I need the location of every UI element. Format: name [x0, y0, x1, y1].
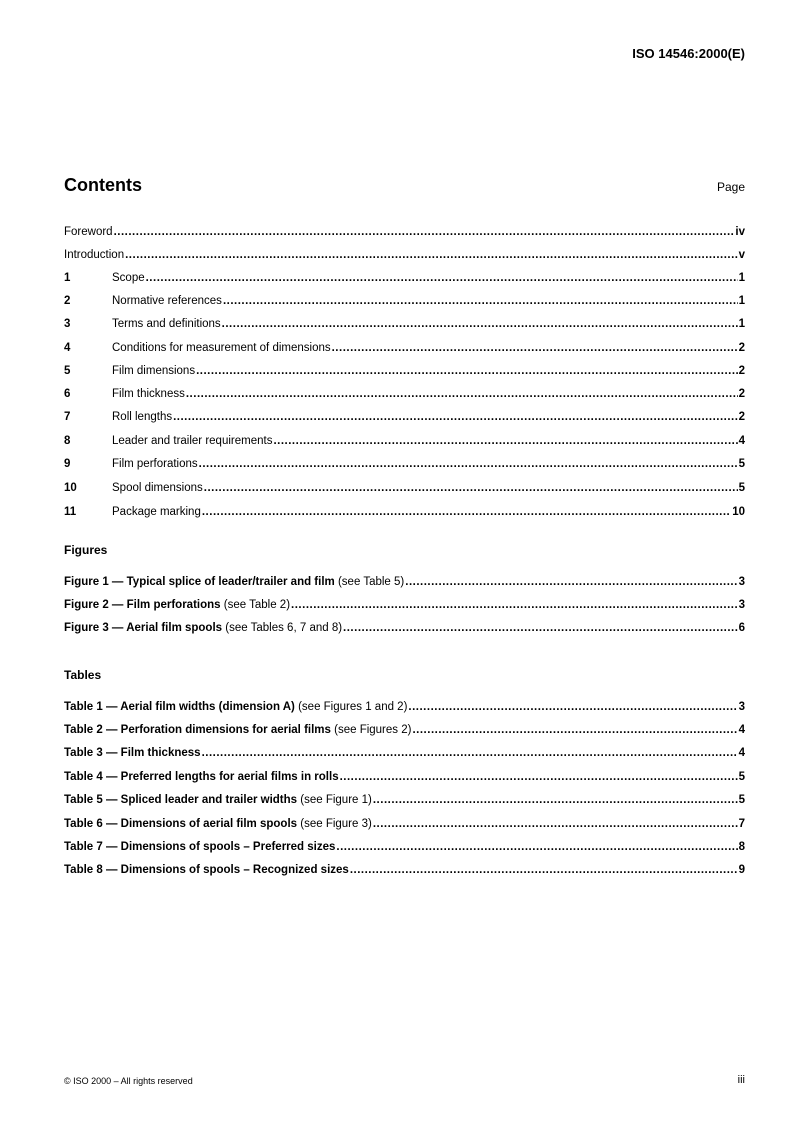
table-title: Table 2 — Perforation dimensions for aerial films: [64, 724, 331, 736]
toc-title: Scope: [112, 272, 145, 284]
page-column-label: Page: [716, 180, 745, 194]
figure-page: 6: [738, 622, 745, 634]
dot-leader: [291, 597, 738, 613]
table-title: Table 3 — Film thickness: [64, 747, 201, 759]
toc-entry-leader-and-trailer[interactable]: [64, 433, 745, 449]
dot-leader: [202, 745, 738, 761]
toc-entry-introduction[interactable]: [64, 247, 745, 263]
toc-entry-film-dimensions[interactable]: [64, 363, 745, 379]
table-page: 5: [738, 771, 745, 783]
table-ref: (see Figures 2): [334, 724, 412, 736]
table-title: Table 4 — Preferred lengths for aerial films in rolls: [64, 771, 339, 783]
toc-page: 1: [738, 318, 745, 330]
toc-entry-spool-dimensions[interactable]: [64, 480, 745, 496]
table-entry-7[interactable]: [64, 839, 745, 855]
toc-entry-scope[interactable]: [64, 270, 745, 286]
dot-leader: [222, 316, 738, 332]
table-entry-2[interactable]: [64, 722, 745, 738]
figure-ref: (see Table 2): [223, 599, 291, 611]
toc-title: Spool dimensions: [112, 482, 203, 494]
figure-page: 3: [738, 576, 745, 588]
dot-leader: [405, 574, 737, 590]
dot-leader: [373, 816, 738, 832]
toc-entry-foreword[interactable]: [64, 224, 745, 240]
toc-entry-film-perforations[interactable]: [64, 456, 745, 472]
figure-entry-2[interactable]: [64, 597, 745, 613]
dot-leader: [412, 722, 737, 738]
toc-entry-terms-and-definitions[interactable]: [64, 316, 745, 332]
table-entry-8[interactable]: [64, 862, 745, 878]
dot-leader: [332, 340, 738, 356]
table-title: Table 6 — Dimensions of aerial film spools: [64, 818, 298, 830]
toc-page: 2: [738, 388, 745, 400]
toc-title: Introduction: [64, 249, 125, 261]
document-id: ISO 14546:2000(E): [632, 46, 745, 61]
table-title: Table 7 — Dimensions of spools – Preferred sizes: [64, 841, 336, 853]
toc-number: 11: [64, 506, 77, 518]
toc-page: v: [738, 249, 745, 261]
toc-page: 2: [738, 342, 745, 354]
toc-title: Leader and trailer requirements: [112, 435, 273, 447]
toc-title: Roll lengths: [112, 411, 173, 423]
figure-ref: (see Table 5): [337, 576, 405, 588]
table-entry-6[interactable]: [64, 816, 745, 832]
toc-title: Conditions for measurement of dimensions: [112, 342, 331, 354]
toc-number: 5: [64, 365, 71, 377]
table-page: 4: [738, 747, 745, 759]
table-entry-4[interactable]: [64, 769, 745, 785]
dot-leader: [340, 769, 738, 785]
dot-leader: [204, 480, 738, 496]
toc-title: Normative references: [112, 295, 222, 307]
toc-entry-normative-references[interactable]: [64, 293, 745, 309]
toc-entry-roll-lengths[interactable]: [64, 409, 745, 425]
toc-number: 6: [64, 388, 71, 400]
table-ref: (see Figure 3): [300, 818, 372, 830]
table-entry-3[interactable]: [64, 745, 745, 761]
dot-leader: [146, 270, 738, 286]
figure-entry-3[interactable]: [64, 620, 745, 636]
table-title: Table 8 — Dimensions of spools – Recognized sizes: [64, 864, 349, 876]
table-ref: (see Figures 1 and 2): [298, 701, 408, 713]
tables-heading: Tables: [64, 668, 102, 682]
toc-number: 1: [64, 272, 71, 284]
toc-page: 2: [738, 365, 745, 377]
dot-leader: [336, 839, 737, 855]
table-title: Table 1 — Aerial film widths (dimension A): [64, 701, 295, 713]
table-page: 8: [738, 841, 745, 853]
toc-entry-package-marking[interactable]: [64, 504, 745, 520]
toc-number: 9: [64, 458, 71, 470]
toc-number: 8: [64, 435, 71, 447]
dot-leader: [202, 504, 731, 520]
dot-leader: [350, 862, 738, 878]
table-entry-1[interactable]: [64, 699, 745, 715]
dot-leader: [343, 620, 738, 636]
toc-page: 5: [738, 458, 745, 470]
figure-title: Figure 2 — Film perforations: [64, 599, 221, 611]
table-page: 7: [738, 818, 745, 830]
copyright-notice: © ISO 2000 – All rights reserved: [64, 1076, 193, 1086]
table-page: 9: [738, 864, 745, 876]
toc-title: Package marking: [112, 506, 201, 518]
toc-page: 1: [738, 272, 745, 284]
toc-title: Foreword: [64, 226, 113, 238]
toc-entry-film-thickness[interactable]: [64, 386, 745, 402]
page-number: iii: [737, 1074, 745, 1086]
figure-entry-1[interactable]: [64, 574, 745, 590]
toc-number: 4: [64, 342, 71, 354]
toc-page: 4: [738, 435, 745, 447]
toc-title: Film dimensions: [112, 365, 196, 377]
toc-page: 5: [738, 482, 745, 494]
toc-number: 10: [64, 482, 77, 494]
dot-leader: [114, 224, 735, 240]
dot-leader: [223, 293, 738, 309]
toc-page: 1: [738, 295, 745, 307]
dot-leader: [186, 386, 738, 402]
toc-title: Film thickness: [112, 388, 185, 400]
table-page: 3: [738, 701, 745, 713]
toc-page: 2: [738, 411, 745, 423]
table-ref: (see Figure 1): [300, 794, 372, 806]
toc-page: 10: [732, 506, 745, 518]
table-title: Table 5 — Spliced leader and trailer widths: [64, 794, 298, 806]
figure-page: 3: [738, 599, 745, 611]
toc-title: Film perforations: [112, 458, 198, 470]
dot-leader: [173, 409, 738, 425]
dot-leader: [196, 363, 738, 379]
figure-ref: (see Tables 6, 7 and 8): [225, 622, 343, 634]
table-page: 5: [738, 794, 745, 806]
dot-leader: [408, 699, 737, 715]
table-page: 4: [738, 724, 745, 736]
toc-title: Terms and definitions: [112, 318, 221, 330]
figure-title: Figure 1 — Typical splice of leader/trailer and film: [64, 576, 335, 588]
table-entry-5[interactable]: [64, 792, 745, 808]
toc-page: iv: [735, 226, 745, 238]
dot-leader: [373, 792, 738, 808]
dot-leader: [199, 456, 738, 472]
toc-number: 3: [64, 318, 71, 330]
dot-leader: [273, 433, 737, 449]
toc-number: 2: [64, 295, 71, 307]
dot-leader: [125, 247, 737, 263]
toc-number: 7: [64, 411, 71, 423]
contents-title: Contents: [64, 175, 142, 195]
toc-entry-conditions-for-measurement[interactable]: [64, 340, 745, 356]
figures-heading: Figures: [64, 543, 108, 557]
figure-title: Figure 3 — Aerial film spools: [64, 622, 223, 634]
